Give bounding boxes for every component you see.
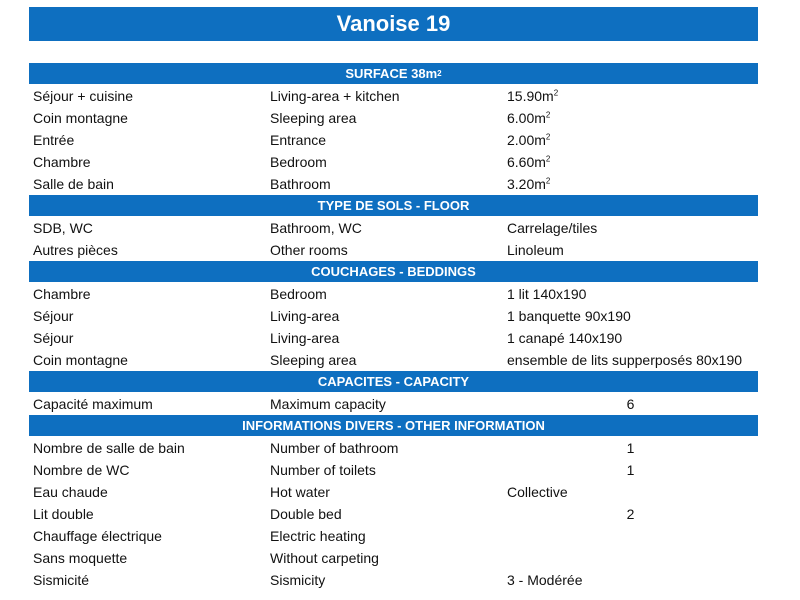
unit-superscript: 2 [545, 110, 551, 120]
value-text: 2.00m [507, 132, 546, 148]
unit-superscript: 2 [553, 88, 559, 98]
value-text: ensemble de lits supperposés 80x190 [507, 352, 743, 368]
value-cell [503, 110, 758, 126]
table-row [29, 349, 758, 371]
table-row [29, 151, 758, 173]
label-french: Séjour [33, 308, 74, 324]
label-french: Sans moquette [33, 550, 128, 566]
label-english: Sleeping area [270, 352, 357, 368]
table-row [29, 283, 758, 305]
value-text: Carrelage/tiles [507, 220, 598, 236]
label-english: Double bed [270, 506, 342, 522]
label-french: Chauffage électrique [33, 528, 162, 544]
value-cell [503, 132, 758, 148]
label-english: Entrance [270, 132, 327, 148]
label-english: Number of bathroom [270, 440, 399, 456]
table-row [29, 327, 758, 349]
label-french: Autres pièces [33, 242, 118, 258]
table-row [29, 85, 758, 107]
label-english: Number of toilets [270, 462, 376, 478]
unit-superscript: 2 [545, 154, 551, 164]
table-row [29, 305, 758, 327]
value-text: 1 [626, 462, 635, 478]
section-header: SURFACE 38m 2 [29, 63, 758, 84]
label-french: Coin montagne [33, 110, 128, 126]
value-text: 3.20m [507, 176, 546, 192]
label-french: Coin montagne [33, 352, 128, 368]
value-cell [503, 352, 758, 368]
label-french: Capacité maximum [33, 396, 153, 412]
value-cell [503, 396, 758, 412]
label-english: Bathroom [270, 176, 331, 192]
table-row [29, 217, 758, 239]
label-english: Living-area [270, 330, 340, 346]
value-cell [503, 220, 758, 236]
property-sheet [29, 63, 758, 591]
table-row [29, 569, 758, 591]
unit-superscript: 2 [545, 132, 551, 142]
table-row [29, 129, 758, 151]
value-text: 3 - Modérée [507, 572, 583, 588]
section-header [29, 195, 758, 216]
label-english: Sleeping area [270, 110, 357, 126]
table-row [29, 459, 758, 481]
label-french: Nombre de salle de bain [33, 440, 185, 456]
table-row [29, 547, 758, 569]
unit-superscript: 2 [545, 176, 551, 186]
table-row [29, 107, 758, 129]
value-text: 1 banquette 90x190 [507, 308, 631, 324]
table-row [29, 503, 758, 525]
value-text: 1 [626, 440, 635, 456]
label-french: Chambre [33, 154, 91, 170]
table-row [29, 481, 758, 503]
value-cell [503, 506, 758, 522]
value-text: 1 canapé 140x190 [507, 330, 623, 346]
label-french: Nombre de WC [33, 462, 130, 478]
label-french: Sismicité [33, 572, 90, 588]
label-english: Sismicity [270, 572, 326, 588]
label-french: Lit double [33, 506, 94, 522]
page-title: Vanoise 19 [29, 7, 758, 41]
value-cell [503, 176, 758, 192]
section-header [29, 261, 758, 282]
label-english: Hot water [270, 484, 330, 500]
label-english: Bathroom, WC [270, 220, 362, 236]
section-header-label: INFORMATIONS DIVERS - OTHER INFORMATION [242, 418, 545, 433]
label-french: Séjour + cuisine [33, 88, 134, 104]
value-cell [503, 572, 758, 588]
value-text: 6 [626, 396, 635, 412]
label-french: Salle de bain [33, 176, 114, 192]
value-cell [503, 242, 758, 258]
label-french: Chambre [33, 286, 91, 302]
label-french: Entrée [33, 132, 75, 148]
table-row [29, 393, 758, 415]
label-english: Bedroom [270, 286, 327, 302]
label-french: SDB, WC [33, 220, 93, 236]
label-english: Without carpeting [270, 550, 379, 566]
section-header-label: SURFACE 38m [345, 66, 438, 81]
label-french: Séjour [33, 330, 74, 346]
value-cell [503, 462, 758, 478]
value-cell [503, 484, 758, 500]
table-row [29, 525, 758, 547]
value-cell [503, 308, 758, 324]
section-header-label: CAPACITES - CAPACITY [317, 374, 470, 389]
value-cell [503, 440, 758, 456]
label-french: Eau chaude [33, 484, 108, 500]
label-english: Other rooms [270, 242, 348, 258]
value-text: 15.90m [507, 88, 554, 104]
value-text: 2 [626, 506, 635, 522]
value-text: Collective [507, 484, 568, 500]
value-text: 6.60m [507, 154, 546, 170]
value-cell [503, 330, 758, 346]
label-english: Bedroom [270, 154, 327, 170]
value-cell [503, 154, 758, 170]
label-english: Living-area [270, 308, 340, 324]
table-row [29, 239, 758, 261]
value-text: 1 lit 140x190 [507, 286, 587, 302]
table-row [29, 173, 758, 195]
value-cell [503, 88, 758, 104]
value-text: 6.00m [507, 110, 546, 126]
section-header-label: COUCHAGES - BEDDINGS [311, 264, 476, 279]
label-english: Electric heating [270, 528, 366, 544]
label-english: Maximum capacity [270, 396, 386, 412]
section-header [29, 415, 758, 436]
value-cell [503, 286, 758, 302]
table-row [29, 437, 758, 459]
value-text: Linoleum [507, 242, 564, 258]
section-header-label: TYPE DE SOLS - FLOOR [317, 198, 470, 213]
label-english: Living-area + kitchen [270, 88, 400, 104]
section-header [29, 371, 758, 392]
